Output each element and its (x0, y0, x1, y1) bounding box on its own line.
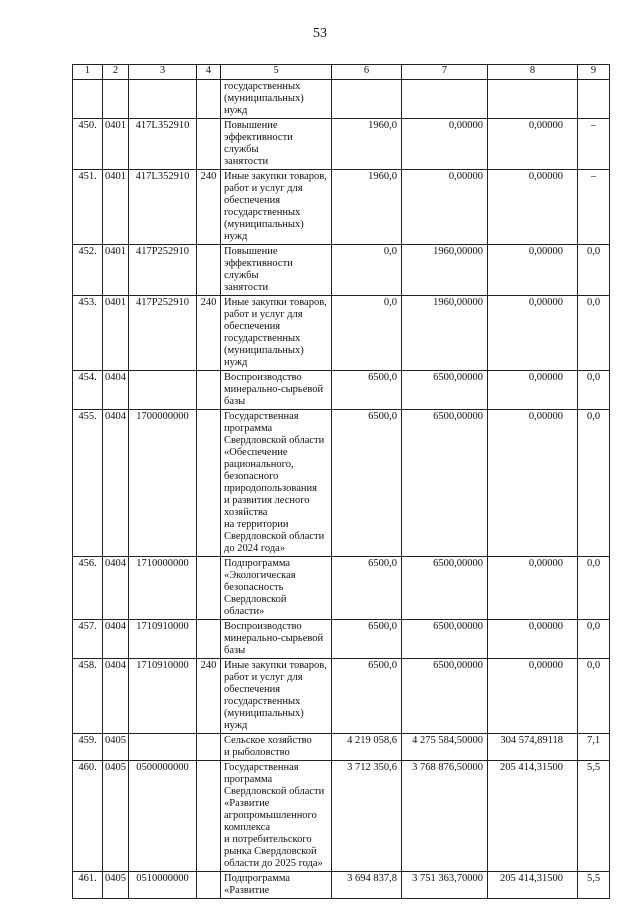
budget-table (72, 64, 610, 899)
amount-executed: 205 414,31500 (488, 872, 578, 899)
amount-plan: 6500,0 (332, 557, 402, 620)
table-header-row (73, 65, 610, 80)
col-header: 9 (578, 65, 610, 80)
table-row (73, 557, 610, 620)
amount-approved: 0,00000 (402, 119, 488, 170)
percent: – (578, 170, 610, 245)
row-number: 461. (73, 872, 103, 899)
col-header: 2 (103, 65, 129, 80)
section-code: 0404 (103, 659, 129, 734)
amount-approved: 4 275 584,50000 (402, 734, 488, 761)
section-code: 0401 (103, 245, 129, 296)
row-number: 452. (73, 245, 103, 296)
col-header: 1 (73, 65, 103, 80)
target-code: 1710910000 (129, 659, 197, 734)
table-row (73, 620, 610, 659)
amount-approved: 3 768 876,50000 (402, 761, 488, 872)
row-number (73, 80, 103, 119)
expense-type (197, 620, 221, 659)
amount-plan: 0,0 (332, 245, 402, 296)
amount-approved: 1960,00000 (402, 296, 488, 371)
page-number: 53 (313, 26, 327, 41)
item-name: Подпрограмма «Развитие (221, 872, 332, 899)
amount-approved: 0,00000 (402, 170, 488, 245)
amount-plan: 1960,0 (332, 119, 402, 170)
amount-approved: 6500,00000 (402, 557, 488, 620)
section-code: 0401 (103, 119, 129, 170)
amount-plan: 6500,0 (332, 659, 402, 734)
amount-plan: 1960,0 (332, 170, 402, 245)
table-row (73, 296, 610, 371)
row-number: 460. (73, 761, 103, 872)
amount-executed: 0,00000 (488, 620, 578, 659)
row-number: 459. (73, 734, 103, 761)
amount-executed: 0,00000 (488, 245, 578, 296)
section-code: 0404 (103, 371, 129, 410)
section-code (103, 80, 129, 119)
amount-plan (332, 80, 402, 119)
item-name: Сельское хозяйство и рыболовство (221, 734, 332, 761)
amount-executed: 304 574,89118 (488, 734, 578, 761)
row-number: 450. (73, 119, 103, 170)
expense-type: 240 (197, 296, 221, 371)
percent: 0,0 (578, 659, 610, 734)
target-code: 417L352910 (129, 170, 197, 245)
item-name: Иные закупки товаров, работ и услуг для обеспечения государственных (муниципальных) нужд (221, 170, 332, 245)
item-name: Повышение эффективности службы занятости (221, 119, 332, 170)
amount-approved: 6500,00000 (402, 659, 488, 734)
row-number: 456. (73, 557, 103, 620)
percent: 5,5 (578, 872, 610, 899)
expense-type (197, 410, 221, 557)
amount-plan: 3 694 837,8 (332, 872, 402, 899)
amount-executed: 0,00000 (488, 371, 578, 410)
table-row (73, 170, 610, 245)
amount-executed: 0,00000 (488, 557, 578, 620)
percent: 0,0 (578, 371, 610, 410)
col-header: 4 (197, 65, 221, 80)
item-name: государственных (муниципальных) нужд (221, 80, 332, 119)
col-header: 5 (221, 65, 332, 80)
table-row (73, 371, 610, 410)
amount-approved: 1960,00000 (402, 245, 488, 296)
section-code: 0405 (103, 734, 129, 761)
amount-approved (402, 80, 488, 119)
percent: – (578, 119, 610, 170)
amount-plan: 0,0 (332, 296, 402, 371)
amount-executed: 205 414,31500 (488, 761, 578, 872)
amount-plan: 4 219 058,6 (332, 734, 402, 761)
col-header: 6 (332, 65, 402, 80)
amount-executed: 0,00000 (488, 296, 578, 371)
section-code: 0401 (103, 170, 129, 245)
target-code: 1710000000 (129, 557, 197, 620)
item-name: Государственная программа Свердловской области «Развитие агропромышленного комплекса и потребительского рынка Свердловской области до 2025 года» (221, 761, 332, 872)
target-code (129, 371, 197, 410)
item-name: Воспроизводство минерально-сырьевой базы (221, 620, 332, 659)
expense-type (197, 872, 221, 899)
col-header: 3 (129, 65, 197, 80)
col-header: 7 (402, 65, 488, 80)
row-number: 454. (73, 371, 103, 410)
section-code: 0404 (103, 557, 129, 620)
target-code: 1710910000 (129, 620, 197, 659)
amount-plan: 3 712 350,6 (332, 761, 402, 872)
target-code: 417P252910 (129, 296, 197, 371)
expense-type: 240 (197, 170, 221, 245)
target-code: 417L352910 (129, 119, 197, 170)
table-row (73, 119, 610, 170)
target-code (129, 80, 197, 119)
amount-executed: 0,00000 (488, 170, 578, 245)
item-name: Подпрограмма «Экологическая безопасность Свердловской области» (221, 557, 332, 620)
amount-plan: 6500,0 (332, 410, 402, 557)
row-number: 453. (73, 296, 103, 371)
amount-approved: 6500,00000 (402, 410, 488, 557)
percent: 5,5 (578, 761, 610, 872)
percent: 0,0 (578, 557, 610, 620)
percent: 0,0 (578, 410, 610, 557)
table-row (73, 245, 610, 296)
amount-executed (488, 80, 578, 119)
amount-executed: 0,00000 (488, 659, 578, 734)
expense-type (197, 80, 221, 119)
item-name: Повышение эффективности службы занятости (221, 245, 332, 296)
item-name: Иные закупки товаров, работ и услуг для обеспечения государственных (муниципальных) нужд (221, 659, 332, 734)
expense-type (197, 557, 221, 620)
percent: 0,0 (578, 245, 610, 296)
row-number: 458. (73, 659, 103, 734)
target-code: 417P252910 (129, 245, 197, 296)
percent: 0,0 (578, 620, 610, 659)
amount-executed: 0,00000 (488, 119, 578, 170)
col-header: 8 (488, 65, 578, 80)
item-name: Государственная программа Свердловской области «Обеспечение рационального, безопасного природопользования и развития лесного хозяйства на территории Свердловской области до 2024 года» (221, 410, 332, 557)
expense-type (197, 371, 221, 410)
expense-type (197, 734, 221, 761)
row-number: 451. (73, 170, 103, 245)
amount-approved: 3 751 363,70000 (402, 872, 488, 899)
table-row (73, 761, 610, 872)
amount-plan: 6500,0 (332, 371, 402, 410)
amount-plan: 6500,0 (332, 620, 402, 659)
row-number: 457. (73, 620, 103, 659)
amount-approved: 6500,00000 (402, 620, 488, 659)
table-row (73, 872, 610, 899)
section-code: 0405 (103, 761, 129, 872)
target-code: 1700000000 (129, 410, 197, 557)
target-code: 0500000000 (129, 761, 197, 872)
row-number: 455. (73, 410, 103, 557)
table-row (73, 734, 610, 761)
expense-type (197, 761, 221, 872)
item-name: Иные закупки товаров, работ и услуг для обеспечения государственных (муниципальных) нужд (221, 296, 332, 371)
table-row (73, 659, 610, 734)
target-code: 0510000000 (129, 872, 197, 899)
percent: 7,1 (578, 734, 610, 761)
table-row (73, 80, 610, 119)
table-row (73, 410, 610, 557)
item-name: Воспроизводство минерально-сырьевой базы (221, 371, 332, 410)
section-code: 0405 (103, 872, 129, 899)
section-code: 0401 (103, 296, 129, 371)
percent: 0,0 (578, 296, 610, 371)
percent (578, 80, 610, 119)
amount-executed: 0,00000 (488, 410, 578, 557)
expense-type: 240 (197, 659, 221, 734)
target-code (129, 734, 197, 761)
expense-type (197, 119, 221, 170)
section-code: 0404 (103, 620, 129, 659)
amount-approved: 6500,00000 (402, 371, 488, 410)
expense-type (197, 245, 221, 296)
section-code: 0404 (103, 410, 129, 557)
